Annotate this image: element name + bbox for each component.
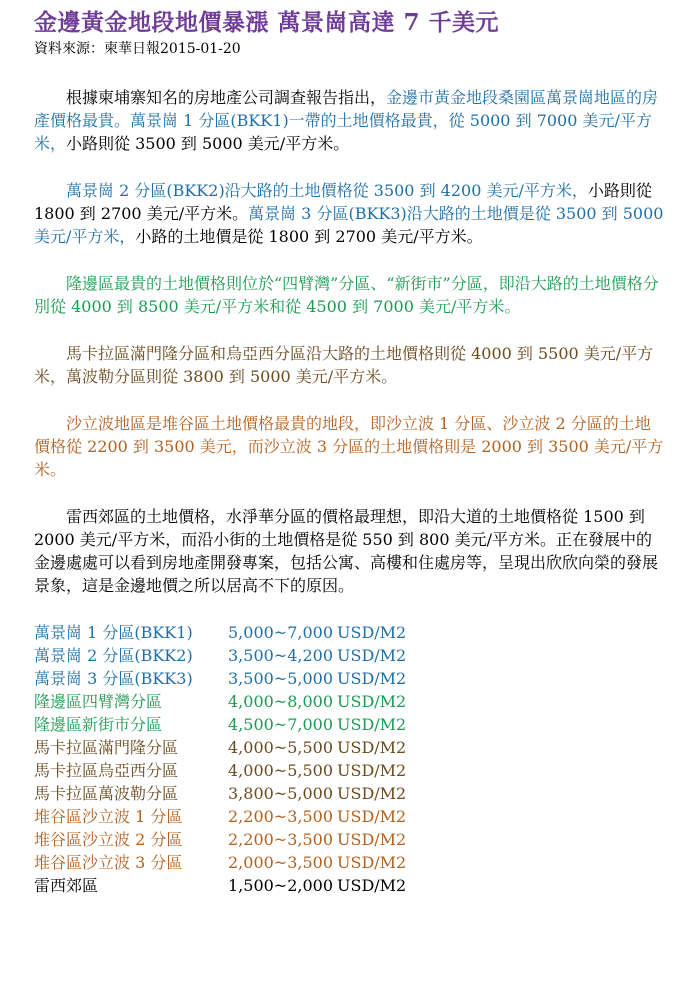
paragraph-text: 萬景崗 2 分區(BKK2)沿大路的土地價格從 3500 到 4200 美元/平方米， [66, 181, 588, 200]
price-unit: USD/M2 [337, 738, 407, 757]
area-name: 馬卡拉區烏亞西分區 [34, 761, 179, 780]
price-range: 2,200~3,500 [228, 807, 334, 826]
price-unit: USD/M2 [337, 807, 407, 826]
price-row [34, 644, 664, 667]
area-name: 馬卡拉區滿門隆分區 [34, 738, 179, 757]
price-unit: USD/M2 [337, 784, 407, 803]
price-range: 3,500~4,200 [228, 646, 334, 665]
paragraph [34, 412, 664, 481]
price-row [34, 782, 664, 805]
price-range: 1,500~2,000 [228, 876, 334, 895]
price-unit: USD/M2 [337, 646, 407, 665]
price-row [34, 851, 664, 874]
price-range: 4,000~5,500 [228, 761, 334, 780]
paragraph [34, 86, 664, 155]
price-row [34, 690, 664, 713]
article-title: 金邊黃金地段地價暴漲 萬景崗高達 7 千美元 [34, 9, 500, 36]
paragraph-text: 馬卡拉區滿門隆分區和烏亞西分區沿大路的土地價格則從 4000 到 5500 美元/平方米，萬波勒分區則從 3800 到 5000 美元/平方米。 [34, 344, 654, 386]
price-unit: USD/M2 [337, 853, 407, 872]
price-unit: USD/M2 [337, 623, 407, 642]
price-range: 4,000~8,000 [228, 692, 334, 711]
paragraph-text: 萬景崗 3 分區(BKK3)沿大路的土地價是從 3500 到 5000 美元/平方米， [34, 204, 664, 246]
paragraph [34, 179, 664, 248]
paragraph [34, 505, 664, 597]
area-name: 隆邊區新街市分區 [34, 715, 163, 734]
price-row [34, 759, 664, 782]
price-row [34, 667, 664, 690]
paragraph-text: 根據柬埔寨知名的房地產公司調查報告指出， [66, 88, 387, 107]
price-table [34, 621, 664, 897]
price-range: 5,000~7,000 [228, 623, 334, 642]
area-name: 堆谷區沙立波 3 分區 [34, 853, 183, 872]
paragraph-text: 金邊市黃金地段桑園區萬景崗地區的房產價格最貴。萬景崗 1 分區(BKK1)一帶的土地價格最貴，從 5000 到 7000 美元/平方米， [34, 88, 659, 153]
price-row [34, 874, 664, 897]
price-range: 3,800~5,000 [228, 784, 334, 803]
area-name: 堆谷區沙立波 2 分區 [34, 830, 183, 849]
paragraph [34, 342, 664, 388]
paragraph-text: 隆邊區最貴的土地價格則位於“四臂灣”分區、“新街市”分區，即沿大路的土地價格分別從 4000 到 8500 美元/平方米和從 4500 到 7000 美元/平方米。 [34, 274, 659, 316]
paragraph-text: 小路則從 1800 到 2700 美元/平方米。 [34, 181, 652, 223]
price-row [34, 828, 664, 851]
paragraph-text: 小路的土地價是從 1800 到 2700 美元/平方米。 [135, 227, 483, 246]
price-unit: USD/M2 [337, 669, 407, 688]
paragraph-text: 沙立波地區是堆谷區土地價格最貴的地段，即沙立波 1 分區、沙立波 2 分區的土地價格從 2200 到 3500 美元，而沙立波 3 分區的土地價格則是 2000 到 3500 美元/平方米。 [34, 414, 664, 479]
price-unit: USD/M2 [337, 761, 407, 780]
price-unit: USD/M2 [337, 876, 407, 895]
area-name: 馬卡拉區萬波勒分區 [34, 784, 179, 803]
area-name: 萬景崗 3 分區(BKK3) [34, 669, 193, 688]
paragraph-text: 小路則從 3500 到 5000 美元/平方米。 [66, 134, 350, 153]
area-name: 堆谷區沙立波 1 分區 [34, 807, 183, 826]
area-name: 萬景崗 1 分區(BKK1) [34, 623, 193, 642]
price-unit: USD/M2 [337, 692, 407, 711]
price-range: 2,200~3,500 [228, 830, 334, 849]
price-row [34, 621, 664, 644]
price-row [34, 736, 664, 759]
article-source: 資料來源：柬華日報2015-01-20 [34, 41, 241, 57]
paragraph-text: 雷西郊區的土地價格，水淨華分區的價格最理想，即沿大道的土地價格從 1500 到 2000 美元/平方米，而沿小街的土地價格是從 550 到 800 美元/平方米。正在發展中的金邊處處可以看到房地產開發專案，包括公寓、高樓和住處房等，呈現出欣欣向榮的發展景象，這是金邊地價之所以居高不下的原因。 [34, 507, 659, 595]
area-name: 萬景崗 2 分區(BKK2) [34, 646, 193, 665]
price-unit: USD/M2 [337, 715, 407, 734]
area-name: 雷西郊區 [34, 876, 99, 895]
price-range: 4,500~7,000 [228, 715, 334, 734]
price-row [34, 713, 664, 736]
price-range: 2,000~3,500 [228, 853, 334, 872]
price-unit: USD/M2 [337, 830, 407, 849]
price-range: 3,500~5,000 [228, 669, 334, 688]
price-range: 4,000~5,500 [228, 738, 334, 757]
article-body [34, 86, 664, 597]
price-row [34, 805, 664, 828]
paragraph [34, 272, 664, 318]
area-name: 隆邊區四臂灣分區 [34, 692, 163, 711]
